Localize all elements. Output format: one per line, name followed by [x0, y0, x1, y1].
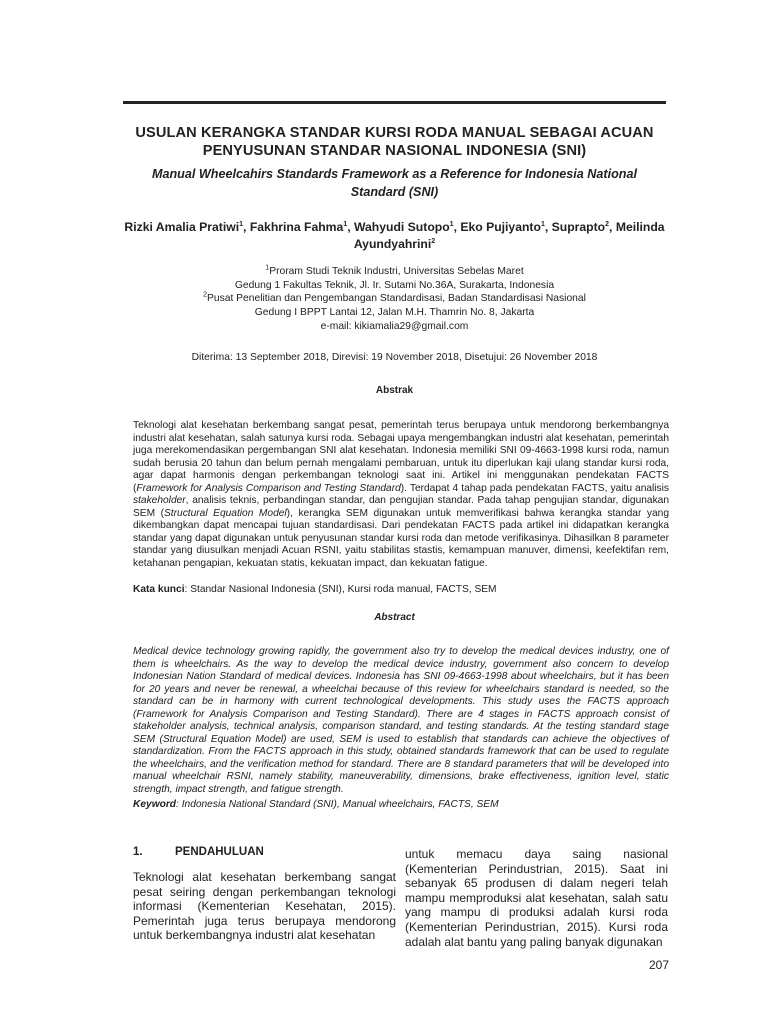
section-heading: [133, 846, 264, 858]
author-name: Wahyudi Sutopo: [353, 220, 450, 234]
author: [354, 220, 454, 234]
author: [552, 220, 609, 234]
title-line-1: USULAN KERANGKA STANDAR KURSI RODA MANUAL SEBAGAI ACUAN: [135, 125, 654, 141]
author: [124, 220, 243, 234]
keyword-label: Keyword: [133, 799, 177, 810]
submission-dates: Diterima: 13 September 2018, Direvisi: 19 November 2018, Disetujui: 26 November 2018: [191, 352, 598, 363]
paper-title: [110, 124, 679, 160]
author-name: Eko Pujiyanto: [460, 220, 541, 234]
author-name: Rizki Amalia Pratiwi: [124, 220, 240, 234]
keyword-text: : Indonesia National Standard (SNI), Manual wheelchairs, FACTS, SEM: [176, 799, 499, 810]
abstrak-heading: Abstrak: [375, 385, 414, 396]
section-number: 1.: [133, 846, 143, 858]
author: [250, 220, 347, 234]
body-left-column: Teknologi alat kesehatan berkembang sangat pesat seiring dengan perkembangan teknologi informasi (Kementerian Kesehatan, 2015). Pemerintah juga terus berupaya mendorong untuk berkembangnya industri alat kesehatan: [133, 870, 396, 943]
paper-subtitle: [130, 165, 659, 201]
keyword: [133, 799, 669, 810]
page-number: 207: [648, 958, 669, 972]
author-affiliation-mark: 1: [540, 220, 545, 228]
author: [460, 220, 545, 234]
title-line-2: PENYUSUNAN STANDAR NASIONAL INDONESIA (SNI): [202, 143, 587, 159]
author-name: Meilinda Ayundyahrini: [353, 220, 665, 251]
author-affiliation-mark: 2: [605, 220, 610, 228]
abstrak-body: Teknologi alat kesehatan berkembang sangat pesat, pemerintah terus berupaya untuk mendorong berkembangnya industri alat kesehatan, salah satunya kursi roda. Sebagai upaya mengembangkan industri alat kesehatan, pemerintah juga merekomendasikan pergembangan SNI alat kesehatan. Indonesia memiliki SNI 09-4663-1998 kursi roda, namun sudah berusia 20 tahun dan belum pernah mengalami pembaruan, untuk itu diperlukan kaji ulang standar kursi roda, agar dapat harmonis dengan perkembangan teknologi saat ini. Artikel ini menggunakan pendekatan FACTS (Framework for Analysis Comparison and Testing Standard). Terdapat 4 tahap pada pendekatan FACTS, yaitu analisis stakeholder, analisis teknis, perbandingan standar, dan pengujian standar. Pada tahap pengujian standar, digunakan SEM (Structural Equation Model), kerangka SEM digunakan untuk memverifikasi bahwa kerangka standar yang dikembangkan dapat mencapai tujuan standardisasi. Dari pendekatan FACTS pada artikel ini didapatkan kerangka standar yang dapat digunakan untuk penyusunan standar kursi roda dan metode verifikasinya. Dihasilkan 8 parameter standar yang diusulkan menjadi Acuan RSNI, yaitu stabilitas stastis, kemampuan manuver, dimensi, keefektifan rem, ketahanan pengapian, kekuatan statis, kekuatan impact, dan kekuatan fatigue.: [133, 420, 670, 569]
author-email: e-mail: kikiamalia29@gmail.com: [320, 321, 469, 332]
author-name: Fakhrina Fahma: [249, 220, 344, 234]
affiliation-1-name: $^1$Proram Studi Teknik Industri, Universitas Sebelas Maret: [265, 264, 524, 277]
kata-kunci-text: : Standar Nasional Indonesia (SNI), Kursi roda manual, FACTS, SEM: [184, 584, 497, 595]
author-name: Suprapto: [551, 220, 606, 234]
subtitle-line-1: Manual Wheelcahirs Standards Framework as a Reference for Indonesia National: [151, 167, 637, 181]
subtitle-line-2: Standard (SNI): [350, 185, 439, 199]
body-right-column: untuk memacu daya saing nasional (Kementerian Perindustrian, 2015). Saat ini sebanyak 65 produsen di dalam negeri telah mampu memproduksi alat kesehatan, salah satu yang mampu di produksi adalah kursi roda (Kementerian Perindustrian, 2015). Kursi roda adalah alat bantu yang paling banyak digunakan: [405, 847, 668, 949]
affiliation-2-name: $^2$Pusat Penelitian dan Pengembangan Standardisasi, Badan Standardisasi Nasional: [203, 291, 586, 304]
top-rule: [123, 101, 666, 104]
kata-kunci-label: Kata kunci: [133, 584, 185, 595]
kata-kunci: [133, 584, 669, 595]
abstract-heading: Abstract: [374, 612, 415, 623]
author-list: Rizki Amalia Pratiwi$^1$, Fakhrina Fahma$^1$, Wahyudi Sutopo$^1$, Eko Pujiyanto$^1$, Suprapto$^2$, Meilinda Ayundyahrini$^2$: [124, 220, 665, 251]
affiliation-2-address: Gedung I BPPT Lantai 12, Jalan M.H. Thamrin No. 8, Jakarta: [254, 306, 535, 318]
author-affiliation-mark: 2: [431, 237, 436, 245]
affiliations: [150, 265, 639, 319]
affiliation-1-address: Gedung 1 Fakultas Teknik, Jl. Ir. Sutami No.36A, Surakarta, Indonesia: [234, 279, 555, 291]
abstract-body: Medical device technology growing rapidly, the government also try to develop the medical devices industry, one of them is wheelchairs. As the way to develop the medical device industry, government also concern to develop Indonesian Nation Standard of medical devices. Indonesia has SNI 09-4663-1998 about wheelchairs, but it has been for 20 years and never be renewal, a wheelchai because of this review for wheelchairs standard is needed, so the standard can be in harmony with current technological developments. This study uses the FACTS approach (Framework for Analysis Comparison and Testing Standard). There are 4 stages in FACTS approach consist of stakeholder analysis, technical analysis, comparison standard, and testing standards. At the testing standard stage SEM (Structural Equation Model) are used, SEM is used to establish that standards can achieve the objectives of standardization. From the FACTS approach in this study, obtained standards framework that can be used to regulate the wheelchairs, and the verification method for standard. There are 8 standard parameters that will be developed into manual wheelchair RSNI, namely stability, maneuverability, dimensions, brake effectiveness, ignition level, static strength, impact strength, and fatigue strength.: [133, 646, 669, 795]
author-affiliation-mark: 1: [239, 220, 244, 228]
section-title: PENDAHULUAN: [175, 846, 264, 858]
author-affiliation-mark: 1: [343, 220, 348, 228]
author-affiliation-mark: 1: [449, 220, 454, 228]
